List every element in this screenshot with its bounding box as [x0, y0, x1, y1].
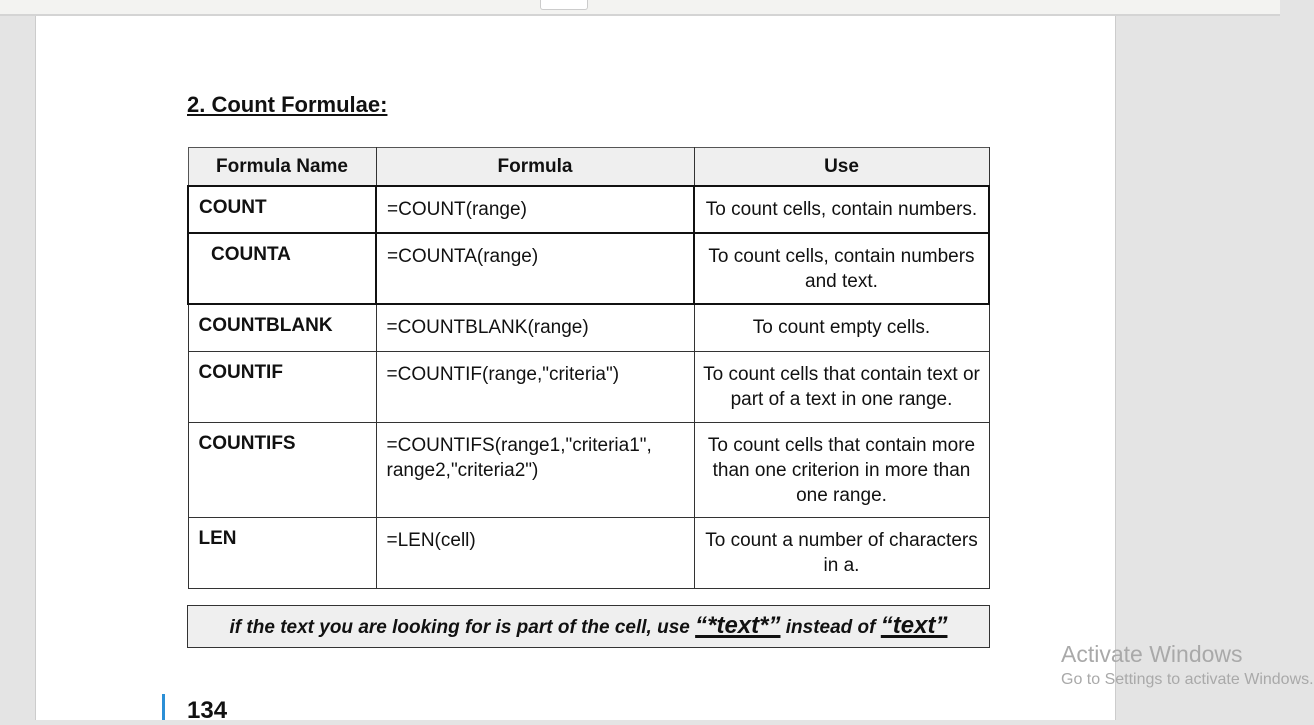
viewer-toolbar: [0, 0, 1280, 16]
header-formula-name: Formula Name: [188, 148, 376, 187]
count-formulae-table: [187, 147, 990, 589]
formula: =COUNTIFS(range1,"criteria1", range2,"criteria2"): [376, 422, 694, 517]
note-text: if the text you are looking for is part of the cell, use: [229, 617, 696, 638]
table-row: [188, 233, 989, 304]
table-row: [188, 304, 989, 351]
header-formula: Formula: [376, 148, 694, 187]
formula-use: To count cells, contain numbers.: [694, 186, 989, 233]
page-marker: [162, 694, 165, 720]
formula-name: LEN: [188, 517, 376, 588]
activation-watermark-subtitle: Go to Settings to activate Windows.: [1061, 671, 1314, 688]
formula-name: COUNT: [188, 186, 376, 233]
formula-use: To count cells that contain more than one criterion in more than one range.: [694, 422, 989, 517]
header-use: Use: [694, 148, 989, 187]
activation-watermark-title: Activate Windows: [1061, 641, 1243, 667]
formula-name: COUNTBLANK: [188, 304, 376, 351]
formula-use: To count cells, contain numbers and text.: [694, 233, 989, 304]
table-row: [188, 351, 989, 422]
formula: =COUNTA(range): [376, 233, 694, 304]
plain-example: “text”: [880, 612, 948, 639]
table-row: [188, 186, 989, 233]
formula-use: To count empty cells.: [694, 304, 989, 351]
table-row: [188, 517, 989, 588]
formula-name: COUNTIFS: [188, 422, 376, 517]
page-number: 134: [187, 697, 228, 724]
table-row: [188, 422, 989, 517]
formula: =COUNTIF(range,"criteria"): [376, 351, 694, 422]
wildcard-example: “*text*”: [695, 612, 781, 639]
note-text: instead of: [780, 617, 881, 638]
formula-use: To count a number of characters in a.: [694, 517, 989, 588]
formula: =LEN(cell): [376, 517, 694, 588]
formula: =COUNT(range): [376, 186, 694, 233]
formula-name: COUNTIF: [188, 351, 376, 422]
wildcard-note: [187, 605, 990, 648]
formula-use: To count cells that contain text or part of a text in one range.: [694, 351, 989, 422]
table-header: [188, 148, 989, 187]
formula: =COUNTBLANK(range): [376, 304, 694, 351]
toolbar-tab[interactable]: [540, 0, 588, 10]
formula-name: COUNTA: [188, 233, 376, 304]
section-title: 2. Count Formulae:: [187, 92, 388, 117]
